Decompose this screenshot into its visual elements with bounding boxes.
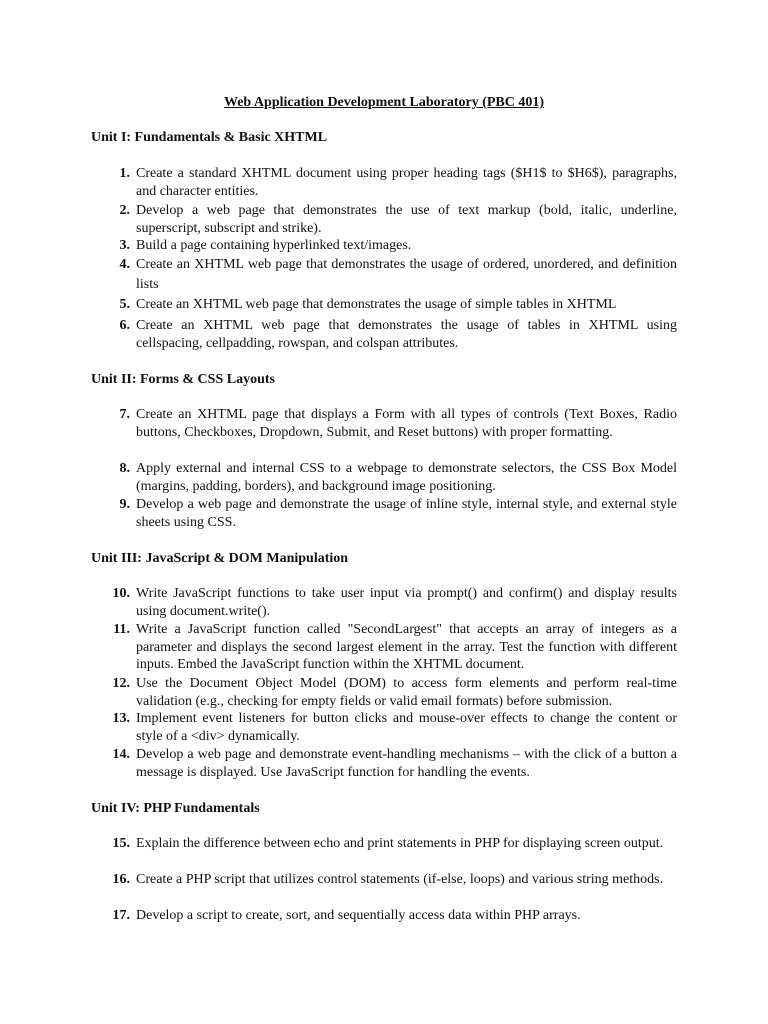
unit-heading-4: Unit IV: PHP Fundamentals [91, 801, 260, 816]
item-text: Write JavaScript functions to take user input via prompt() and confirm() and display results using document.write(). [136, 586, 677, 619]
item-number: 14. [112, 747, 130, 762]
list-item [119, 165, 677, 200]
item-text: Create an XHTML web page that demonstrates the usage of ordered, unordered, and definition lists [136, 257, 677, 292]
list-item [119, 406, 677, 441]
list-item [119, 296, 677, 314]
item-number: 5. [119, 297, 130, 312]
list-item [112, 835, 677, 853]
item-number: 16. [112, 872, 130, 887]
item-number: 10. [112, 586, 130, 601]
unit-heading-3: Unit III: JavaScript & DOM Manipulation [91, 551, 349, 566]
list-item [112, 871, 677, 889]
item-text: Develop a web page and demonstrate the usage of inline style, internal style, and external style sheets using CSS. [136, 497, 677, 530]
list-item [119, 496, 677, 531]
item-text: Use the Document Object Model (DOM) to access form elements and perform real-time validation (e.g., checking for empty fields or valid email formats) before submission. [136, 676, 677, 709]
list-item [119, 460, 677, 495]
item-text: Build a page containing hyperlinked text/images. [136, 238, 412, 253]
list-item [119, 255, 677, 295]
item-text: Implement event listeners for button clicks and mouse-over effects to change the content or style of a <div> dynamically. [136, 711, 677, 744]
list-item [112, 907, 677, 925]
item-number: 11. [113, 622, 130, 637]
item-text: Create a standard XHTML document using proper heading tags ($H1$ to $H6$), paragraphs, and character entities. [136, 166, 677, 199]
item-text: Create an XHTML web page that demonstrates the usage of tables in XHTML using cellspacing, cellpadding, rowspan, and colspan attributes. [136, 318, 677, 351]
list-item [119, 317, 677, 352]
item-text: Develop a web page that demonstrates the use of text markup (bold, italic, underline, superscript, subscript and strike). [136, 203, 677, 236]
item-text: Write a JavaScript function called "SecondLargest" that accepts an array of integers as a parameter and displays the second largest element in the array. Test the function with different inputs. Embed the JavaScript function within the XHTML document. [136, 622, 677, 673]
list-item [119, 237, 677, 255]
list-item [112, 746, 677, 781]
list-item [112, 585, 677, 620]
item-text: Develop a script to create, sort, and sequentially access data within PHP arrays. [136, 908, 581, 923]
item-number: 4. [119, 257, 130, 272]
document-title: Web Application Development Laboratory (PBC 401) [223, 95, 545, 110]
unit-heading-1: Unit I: Fundamentals & Basic XHTML [91, 130, 328, 145]
item-number: 8. [119, 461, 130, 476]
item-text: Explain the difference between echo and print statements in PHP for displaying screen output. [136, 836, 664, 851]
item-number: 6. [119, 318, 130, 333]
item-number: 13. [112, 711, 130, 726]
item-number: 7. [119, 407, 130, 422]
item-number: 17. [112, 908, 130, 923]
item-number: 12. [112, 676, 130, 691]
list-item [112, 710, 677, 745]
unit-heading-2: Unit II: Forms & CSS Layouts [91, 372, 275, 387]
item-number: 1. [119, 166, 130, 181]
list-item [113, 621, 677, 674]
item-number: 3. [119, 238, 130, 253]
item-number: 9. [119, 497, 130, 512]
item-number: 2. [119, 203, 130, 218]
item-number: 15. [112, 836, 130, 851]
item-text: Create an XHTML page that displays a Form with all types of controls (Text Boxes, Radio buttons, Checkboxes, Dropdown, Submit, and Reset buttons) with proper formatting. [136, 407, 677, 440]
item-text: Create an XHTML web page that demonstrates the usage of simple tables in XHTML [136, 297, 617, 312]
item-text: Create a PHP script that utilizes control statements (if-else, loops) and various string methods. [136, 872, 664, 887]
list-item [112, 675, 677, 710]
item-text: Apply external and internal CSS to a webpage to demonstrate selectors, the CSS Box Model (margins, padding, borders), and background image positioning. [136, 461, 677, 494]
item-text: Develop a web page and demonstrate event-handling mechanisms – with the click of a button a message is displayed. Use JavaScript function for handling the events. [136, 747, 677, 780]
list-item [119, 202, 677, 237]
